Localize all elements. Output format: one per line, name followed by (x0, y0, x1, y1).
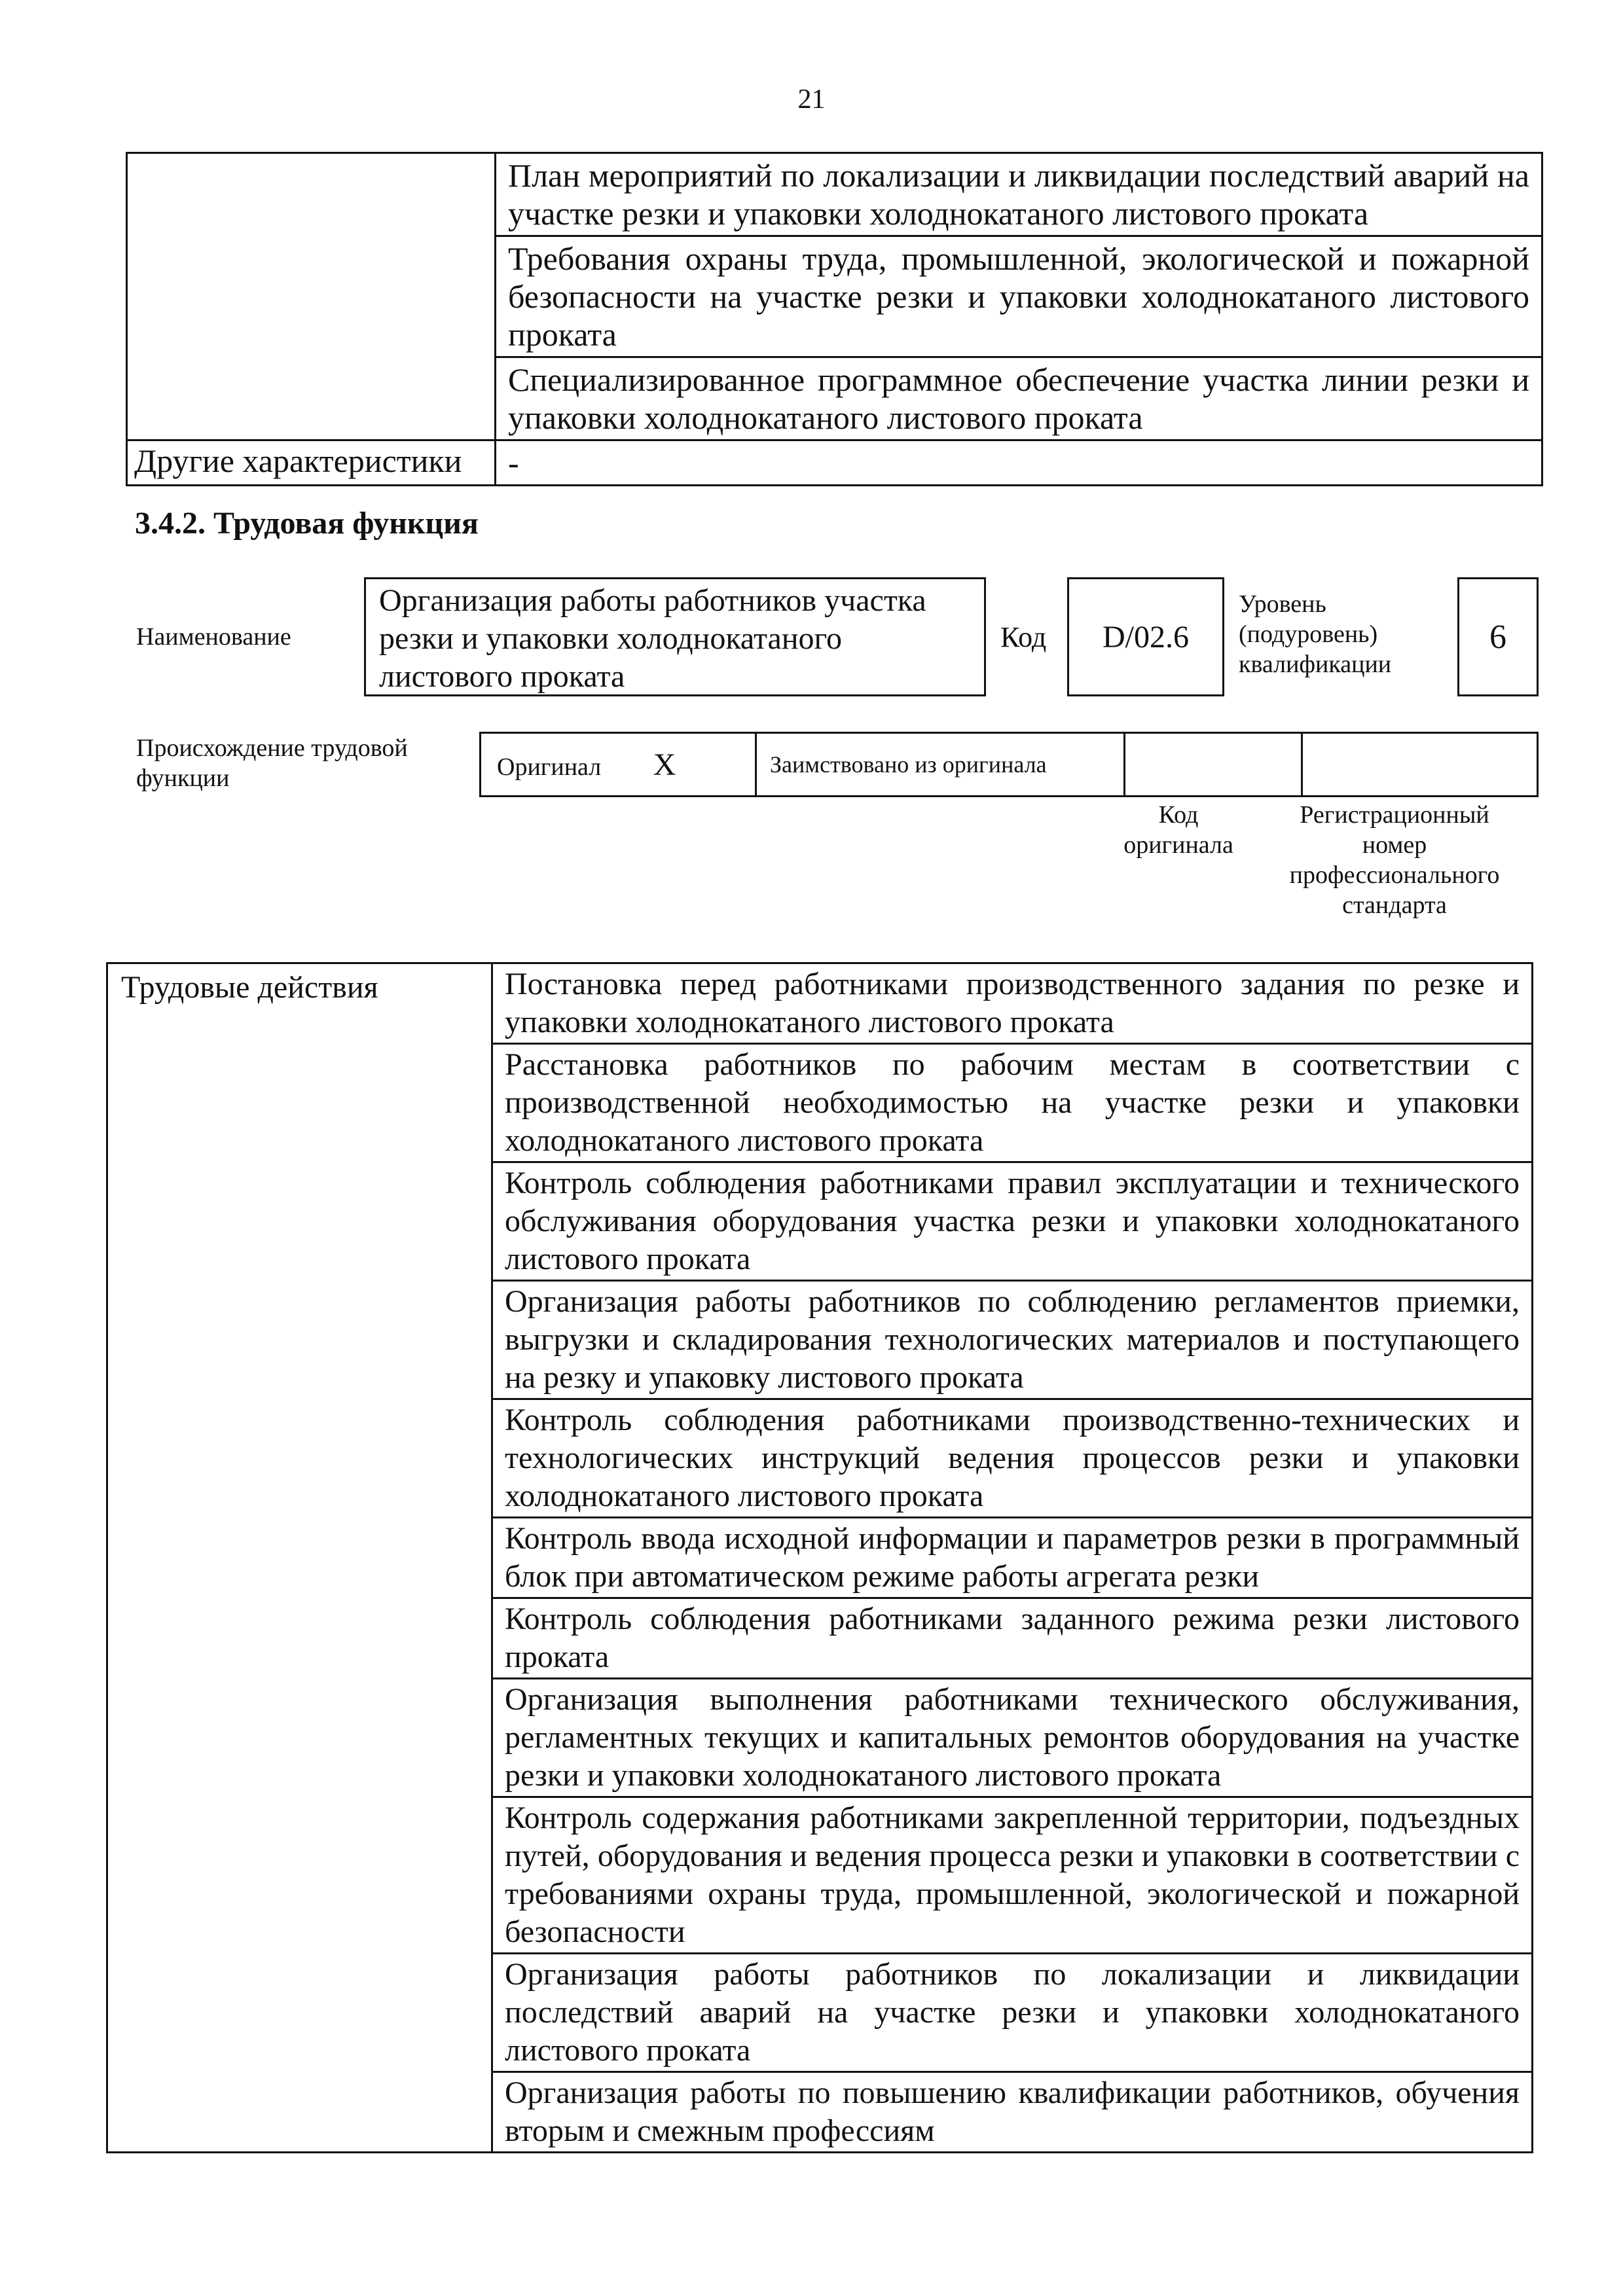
borrowed-label: Заимствовано из оригинала (756, 733, 1125, 797)
table-row (107, 963, 1533, 1044)
function-name-value: Организация работы работников участка резки и упаковки холоднокатаного листового проката (379, 583, 926, 694)
level-value: 6 (1489, 618, 1506, 656)
caption-line: Регистрационный (1300, 801, 1489, 829)
caption-line: стандарта (1342, 891, 1447, 919)
original-mark: X (653, 747, 676, 782)
table-cell: Специализированное программное обеспечение участка линии резки и упаковки холоднокатаного листового проката (496, 357, 1542, 440)
table-cell: Организация выполнения работниками технического обслуживания, регламентных текущих и капитальных ремонтов оборудования на участке резки и упаковки холоднокатаного листового проката (492, 1679, 1533, 1797)
table-cell: Контроль соблюдения работниками правил эксплуатации и технического обслуживания оборудования участка резки и упаковки холоднокатаного листового проката (492, 1162, 1533, 1281)
code-value: D/02.6 (1103, 619, 1189, 655)
original-label: Оригинал (497, 753, 602, 781)
continuation-table (126, 152, 1543, 486)
origin-table (479, 732, 1539, 797)
labor-actions-table (106, 962, 1533, 2153)
section-heading: 3.4.2. Трудовая функция (135, 506, 479, 541)
labor-actions-label: Трудовые действия (107, 963, 492, 2153)
table-cell: Требования охраны труда, промышленной, экологической и пожарной безопасности на участке резки и упаковки холоднокатаного листового проката (496, 236, 1542, 357)
level-box (1457, 577, 1539, 696)
caption-line: профессионального (1289, 861, 1500, 889)
name-label: Наименование (136, 623, 291, 651)
caption-line: номер (1362, 831, 1427, 859)
other-characteristics-label: Другие характеристики (127, 440, 496, 486)
caption-line: Код (1158, 801, 1199, 829)
original-code-cell (1125, 733, 1302, 797)
level-label (1239, 589, 1461, 679)
registration-number-caption (1257, 800, 1532, 920)
level-label-line: квалификации (1239, 651, 1392, 678)
table-row (481, 733, 1538, 797)
table-cell: Контроль соблюдения работниками производственно-технических и технологических инструкций ведения процессов резки и упаковки холоднокатаного листового проката (492, 1399, 1533, 1518)
caption-line: оригинала (1123, 831, 1233, 859)
other-characteristics-value: - (496, 440, 1542, 486)
table-cell: Организация работы по повышению квалификации работников, обучения вторым и смежным профессиям (492, 2072, 1533, 2153)
table-cell: Контроль ввода исходной информации и параметров резки в программный блок при автоматическом режиме работы агрегата резки (492, 1518, 1533, 1598)
code-box (1067, 577, 1224, 696)
original-cell (481, 733, 756, 797)
empty-label-cell (127, 153, 496, 440)
level-label-line: Уровень (1239, 590, 1326, 618)
table-cell: Организация работы работников по соблюдению регламентов приемки, выгрузки и складирования технологических материалов и поступающего на резку и упаковку листового проката (492, 1281, 1533, 1399)
table-cell: Постановка перед работниками производственного задания по резке и упаковки холоднокатаного листового проката (492, 963, 1533, 1044)
table-cell: Контроль содержания работниками закрепленной территории, подъездных путей, оборудования и ведения процесса резки и упаковки в соответствии с требованиями охраны труда, промышленной, экологической и пожарной безопасности (492, 1797, 1533, 1954)
code-label: Код (1000, 621, 1047, 653)
original-code-caption (1074, 800, 1283, 860)
table-row (127, 440, 1542, 486)
origin-label: Происхождение трудовой функции (136, 734, 408, 792)
table-cell: План мероприятий по локализации и ликвидации последствий аварий на участке резки и упаковки холоднокатаного листового проката (496, 153, 1542, 236)
page-number: 21 (797, 84, 826, 115)
table-cell: Организация работы работников по локализации и ликвидации последствий аварий на участке резки и упаковки холоднокатаного листового проката (492, 1954, 1533, 2072)
level-label-line: (подуровень) (1239, 620, 1378, 648)
table-row (127, 153, 1542, 236)
table-cell: Расстановка работников по рабочим местам в соответствии с производственной необходимостью на участке резки и упаковки холоднокатаного листового проката (492, 1044, 1533, 1162)
table-cell: Контроль соблюдения работниками заданного режима резки листового проката (492, 1598, 1533, 1679)
function-name-box (364, 577, 986, 696)
registration-number-cell (1302, 733, 1538, 797)
